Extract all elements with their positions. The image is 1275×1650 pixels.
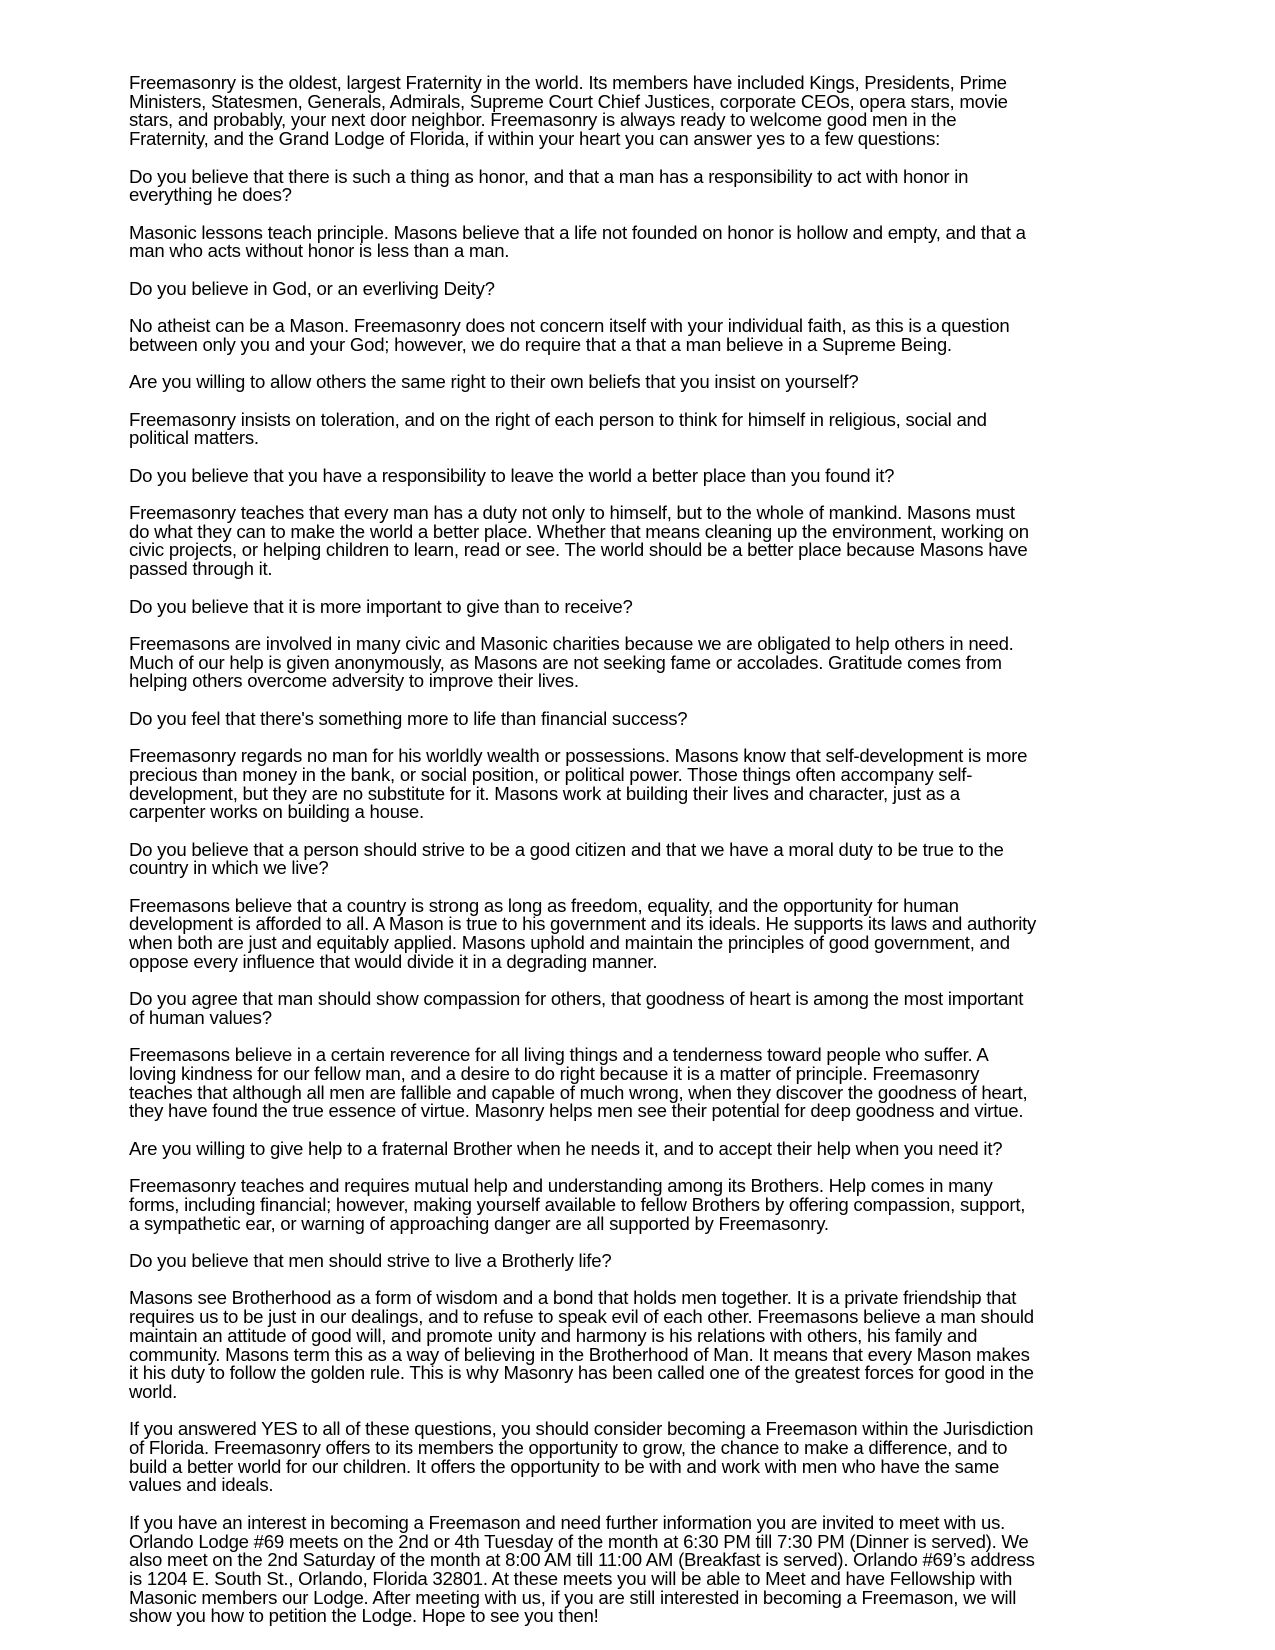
text-line: build a better world for our children. It offers the opportunity to be with and work with men who have the same: [129, 1455, 1000, 1477]
text-line: Orlando Lodge #69 meets on the 2nd or 4th Tuesday of the month at 6:30 PM till 7:30 PM (Dinner is served). We: [129, 1530, 1029, 1552]
text-line: Masons see Brotherhood as a form of wisdom and a bond that holds men together. It is a private friendship that: [129, 1287, 1017, 1309]
question-paragraph: [129, 838, 1089, 879]
text-line: Masonic members our Lodge. After meeting with us, if you are still interested in becoming a Freemason, we will: [129, 1586, 1017, 1608]
question-paragraph: [129, 277, 1089, 299]
answer-paragraph: [129, 894, 1089, 972]
text-line: show you how to petition the Lodge. Hope to see you then!: [129, 1605, 599, 1627]
text-line: Do you feel that there's something more to life than financial success?: [129, 707, 688, 729]
text-line: Masonic lessons teach principle. Masons believe that a life not founded on honor is hollow and empty, and that a: [129, 221, 1026, 243]
text-line: when both are just and equitably applied. Masons uphold and maintain the principles of good government, and: [129, 932, 1010, 954]
text-line: Freemasons believe that a country is strong as long as freedom, equality, and the opportunity for human: [129, 894, 959, 916]
text-line: Do you believe that it is more important to give than to receive?: [129, 595, 633, 617]
text-line: Ministers, Statesmen, Generals, Admirals, Supreme Court Chief Justices, corporate CEOs, opera stars, movie: [129, 90, 1008, 112]
text-line: Do you agree that man should show compassion for others, that goodness of heart is among the most important: [129, 988, 1024, 1010]
text-line: requires us to be just in our dealings, and to refuse to speak evil of each other. Freemasons believe a man should: [129, 1306, 1034, 1328]
text-line: Freemasonry insists on toleration, and on the right of each person to think for himself in religious, social and: [129, 408, 987, 430]
text-line: do what they can to make the world a better place. Whether that means cleaning up the environment, working on: [129, 520, 1029, 542]
text-line: Are you willing to allow others the same right to their own beliefs that you insist on yourself?: [129, 371, 859, 393]
conclusion-paragraph: [129, 1420, 1089, 1495]
text-line: of Florida. Freemasonry offers to its members the opportunity to grow, the chance to make a difference, and to: [129, 1437, 1008, 1458]
text-line: loving kindness for our fellow man, and a desire to do right because it is a matter of principle. Freemasonry: [129, 1063, 980, 1085]
text-line: If you have an interest in becoming a Freemason and need further information you are invited to meet with us.: [129, 1511, 1006, 1533]
text-line: Freemasonry teaches and requires mutual help and understanding among its Brothers. Help comes in many: [129, 1175, 993, 1197]
text-line: No atheist can be a Mason. Freemasonry does not concern itself with your individual faith, as this is a question: [129, 315, 1010, 337]
text-line: Do you believe that a person should strive to be a good citizen and that we have a moral duty to be true to the: [129, 838, 1004, 860]
invitation-paragraph: [129, 1511, 1089, 1627]
text-line: oppose every influence that would divide it in a degrading manner.: [129, 950, 658, 972]
text-line: Are you willing to give help to a fraternal Brother when he needs it, and to accept their help when you need it?: [129, 1137, 1003, 1159]
text-line: teaches that although all men are fallible and capable of much wrong, when they discover the goodness of heart,: [129, 1081, 1028, 1103]
text-line: Do you believe that men should strive to live a Brotherly life?: [129, 1250, 612, 1271]
question-paragraph: [129, 1137, 1089, 1159]
text-line: world.: [129, 1380, 178, 1402]
question-paragraph: [129, 595, 1089, 617]
text-line: is 1204 E. South St., Orlando, Florida 32801. At these meets you will be able to Meet and have Fellowship with: [129, 1567, 1013, 1589]
text-line: man who acts without honor is less than a man.: [129, 240, 510, 262]
answer-paragraph: [129, 317, 1089, 354]
question-paragraph: [129, 373, 1089, 392]
text-line: development is afforded to all. A Mason is true to his government and its ideals. He supports its laws and authority: [129, 913, 1037, 935]
text-line: If you answered YES to all of these questions, you should consider becoming a Freemason within the Jurisdiction: [129, 1418, 1034, 1440]
text-line: it his duty to follow the golden rule. This is why Masonry has been called one of the greatest forces for good in the: [129, 1362, 1034, 1384]
text-line: Do you believe that there is such a thing as honor, and that a man has a responsibility to act with honor in: [129, 165, 969, 187]
text-line: carpenter works on building a house.: [129, 801, 424, 823]
text-line: Freemasonry teaches that every man has a duty not only to himself, but to the whole of mankind. Masons must: [129, 502, 1015, 524]
answer-paragraph: [129, 221, 1089, 262]
answer-paragraph: [129, 1046, 1089, 1121]
text-line: community. Masons term this as a way of believing in the Brotherhood of Man. It means that every Mason makes: [129, 1343, 1030, 1365]
text-line: also meet on the 2nd Saturday of the month at 8:00 AM till 11:00 AM (Breakfast is served). Orlando #69’s address: [129, 1549, 1035, 1571]
text-line: Freemasons are involved in many civic and Masonic charities because we are obligated to help others in need.: [129, 632, 1014, 654]
text-line: of human values?: [129, 1006, 272, 1028]
text-line: country in which we live?: [129, 857, 329, 879]
text-line: forms, including financial; however, making yourself available to fellow Brothers by offering compassion, support,: [129, 1193, 1026, 1215]
answer-paragraph: [129, 747, 1089, 822]
text-line: a sympathetic ear, or warning of approaching danger are all supported by Freemasonry.: [129, 1212, 829, 1234]
question-paragraph: [129, 1252, 1089, 1271]
text-line: Fraternity, and the Grand Lodge of Florida, if within your heart you can answer yes to a few questions:: [129, 128, 941, 150]
text-line: everything he does?: [129, 184, 292, 206]
answer-paragraph: [129, 632, 1089, 692]
question-paragraph: [129, 990, 1089, 1027]
question-paragraph: [129, 165, 1089, 206]
text-line: Freemasons believe in a certain reverence for all living things and a tenderness toward people who suffer. A: [129, 1044, 989, 1066]
answer-paragraph: [129, 408, 1089, 449]
text-line: Do you believe in God, or an everliving Deity?: [129, 277, 495, 299]
text-line: Much of our help is given anonymously, as Masons are not seeking fame or accolades. Gratitude comes from: [129, 651, 1002, 673]
text-line: precious than money in the bank, or social position, or political power. Those things often accompany self-: [129, 763, 973, 785]
text-line: between only you and your God; however, we do require that a that a man believe in a Supreme Being.: [129, 333, 952, 355]
answer-paragraph: [129, 1177, 1089, 1233]
answer-paragraph: [129, 504, 1089, 579]
text-line: values and ideals.: [129, 1474, 274, 1496]
text-line: stars, and probably, your next door neighbor. Freemasonry is always ready to welcome good men in the: [129, 109, 957, 131]
text-line: helping others overcome adversity to improve their lives.: [129, 670, 579, 692]
text-line: maintain an attitude of good will, and promote unity and harmony is his relations with others, his family and: [129, 1324, 978, 1346]
document-page: [129, 74, 1089, 1626]
text-line: Freemasonry regards no man for his worldly wealth or possessions. Masons know that self-development is more: [129, 745, 1028, 767]
text-line: development, but they are no substitute for it. Masons work at building their lives and character, just as a: [129, 782, 960, 804]
text-line: passed through it.: [129, 558, 273, 580]
text-line: they have found the true essence of virtue. Masonry helps men see their potential for deep goodness and virtue.: [129, 1100, 1024, 1122]
answer-paragraph: [129, 1289, 1089, 1401]
question-paragraph: [129, 707, 1089, 729]
text-line: Do you believe that you have a responsibility to leave the world a better place than you found it?: [129, 464, 895, 486]
text-line: Freemasonry is the oldest, largest Fraternity in the world. Its members have included Kings, Presidents, Prime: [129, 72, 1007, 93]
text-line: political matters.: [129, 427, 259, 449]
intro-paragraph: [129, 74, 1089, 149]
question-paragraph: [129, 464, 1089, 486]
text-line: civic projects, or helping children to learn, read or see. The world should be a better place because Masons have: [129, 539, 1028, 561]
